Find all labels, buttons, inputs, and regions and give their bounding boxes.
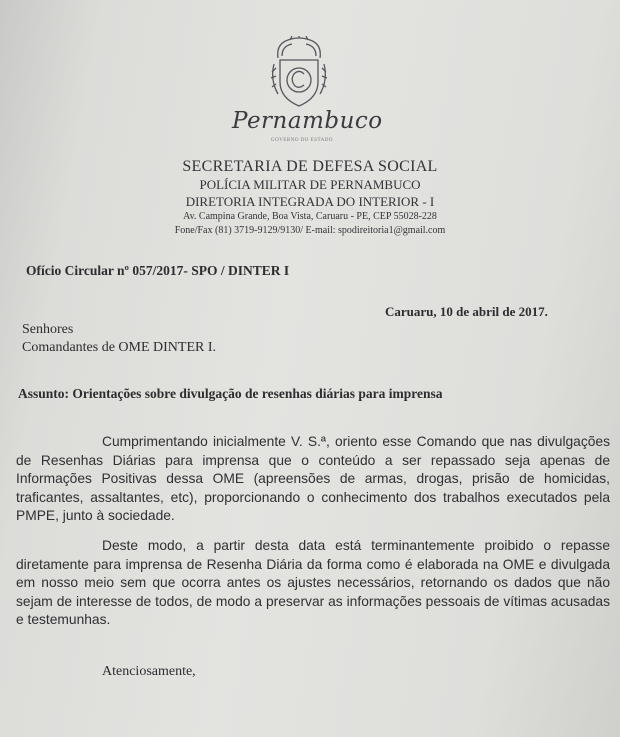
recipient: Comandantes de OME DINTER I. xyxy=(22,340,217,355)
brand-wordmark: Pernambuco xyxy=(232,108,383,134)
address-line: Av. Campina Grande, Boa Vista, Caruaru - PE, CEP 55028-228 xyxy=(183,211,437,222)
body-paragraph: Deste modo, a partir desta data está terminantemente proibido o repasse diretamente para imprensa de Resenha Diária da forma como é elaborada na OME e divulgada em nosso meio sem que ocorra antes os ajustes necessários, retornando os dados que não sejam de interesse de todos, de modo a preservar as informações pessoais de vítimas acusadas e testemunhas. xyxy=(16,538,610,628)
letter-subject: Assunto: Orientações sobre divulgação de resenhas diárias para imprensa xyxy=(18,386,443,401)
body-paragraph: Cumprimentando inicialmente V. S.ª, oriento esse Comando que nas divulgações de Resenhas Diárias para imprensa que o conteúdo a ser repassado seja apenas de Informações Positivas dessa OME (apreensões de armas, drogas, prisão de homicidas, traficantes, assaltantes, etc), proporcionando o conhecimento dos trabalhos executados pela PMPE, junto à sociedade. xyxy=(16,434,610,524)
org-line-policia: POLÍCIA MILITAR DE PERNAMBUCO xyxy=(199,177,421,192)
salutation: Senhores xyxy=(22,322,74,337)
coat-of-arms-icon xyxy=(268,36,330,110)
closing: Atenciosamente, xyxy=(102,664,196,679)
letter-reference: Ofício Circular nº 057/2017- SPO / DINTER I xyxy=(26,263,290,278)
brand-subtitle: GOVERNO DO ESTADO xyxy=(271,138,333,143)
org-line-diretoria: DIRETORIA INTEGRADA DO INTERIOR - I xyxy=(185,194,435,209)
contact-line: Fone/Fax (81) 3719-9129/9130/ E-mail: spodireitoria1@gmail.com xyxy=(174,225,446,236)
letter-date: Caruaru, 10 de abril de 2017. xyxy=(385,304,548,319)
org-line-secretaria: SECRETARIA DE DEFESA SOCIAL xyxy=(182,158,438,175)
